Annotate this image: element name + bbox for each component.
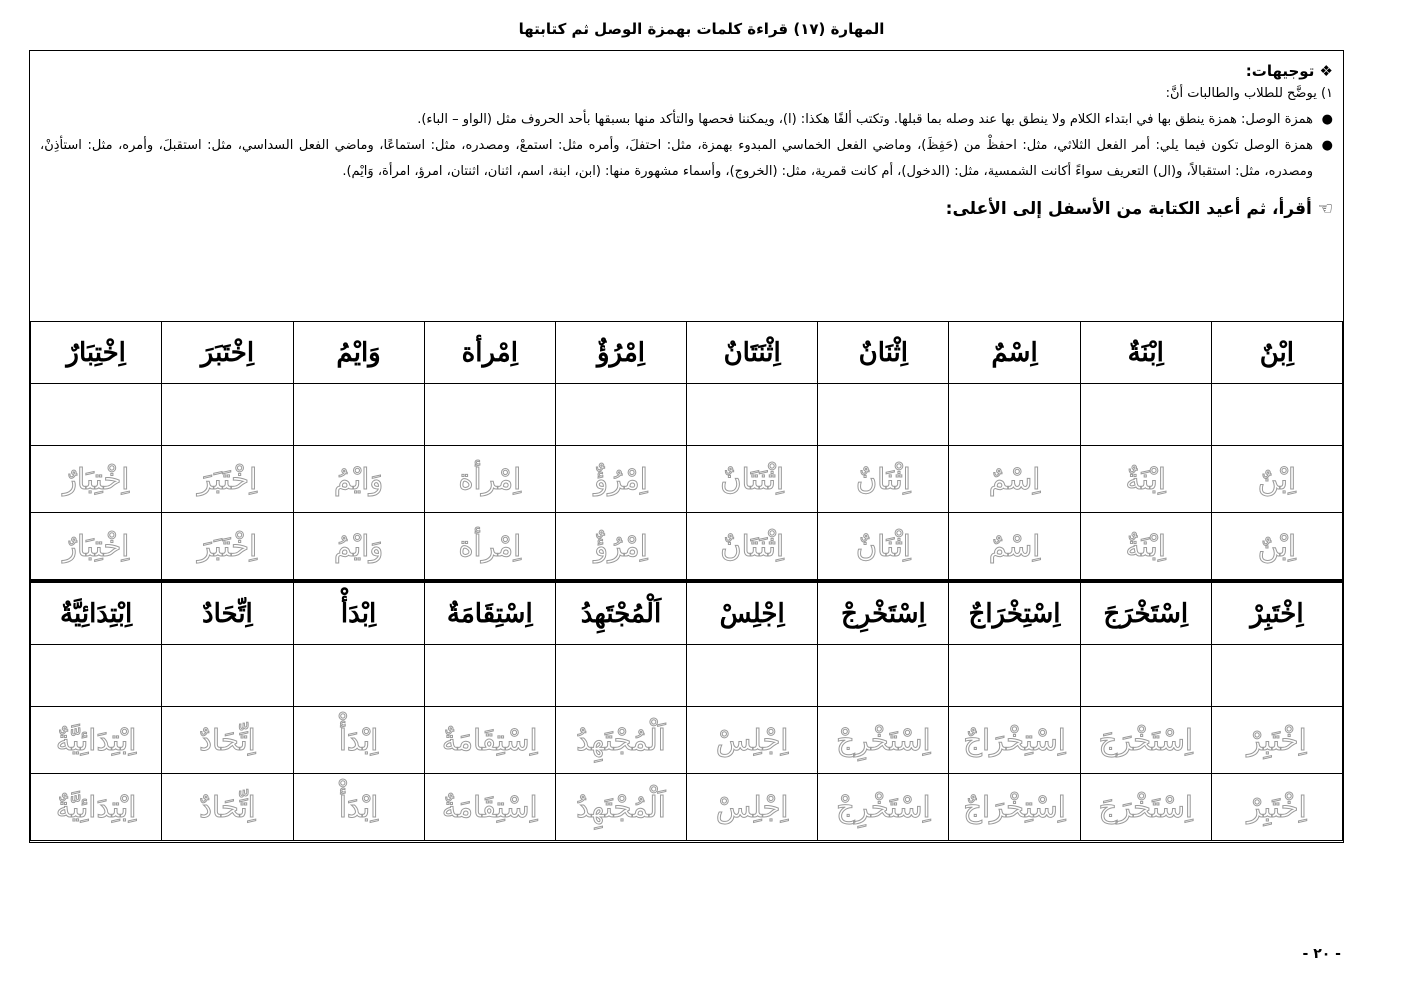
tracing-word: اِخْتَبِرْ	[1211, 774, 1342, 841]
model-word: اِمْرأة	[424, 322, 555, 384]
writing-cell[interactable]	[293, 645, 424, 707]
tracing-word: وَايْمُ	[293, 513, 424, 582]
writing-cell[interactable]	[1080, 384, 1211, 446]
tracing-word: اِخْتَبَرَ	[162, 446, 293, 513]
tracing-word: اِتِّحَادٌ	[162, 774, 293, 841]
tracing-word: اِثْنَانٌ	[818, 446, 949, 513]
exercise-instruction: ☜ أقرأ، ثم أعيد الكتابة من الأسفل إلى الأعلى:	[945, 199, 1333, 219]
writing-cell[interactable]	[687, 645, 818, 707]
word-row-group1	[31, 322, 1343, 384]
writing-cell[interactable]	[949, 384, 1080, 446]
model-word: اِبْنَةٌ	[1080, 322, 1211, 384]
writing-cell[interactable]	[162, 384, 293, 446]
writing-cell[interactable]	[1211, 645, 1342, 707]
trace-row-group2	[31, 707, 1343, 774]
bullet-dot-icon: ●	[1321, 112, 1333, 127]
model-word: اِبْتِدَائِيَّةٌ	[31, 581, 162, 645]
model-word: اِخْتَبَرَ	[162, 322, 293, 384]
writing-cell[interactable]	[31, 645, 162, 707]
model-word: اَلْمُجْتَهِدُ	[555, 581, 686, 645]
tracing-word: اِبْدَأْ	[293, 774, 424, 841]
writing-cell[interactable]	[424, 645, 555, 707]
tracing-word: اِسْتِخْرَاجٌ	[949, 774, 1080, 841]
tracing-word: اِتِّحَادٌ	[162, 707, 293, 774]
blank-row-group1	[31, 384, 1343, 446]
model-word: اِسْتِخْرَاجٌ	[949, 581, 1080, 645]
tracing-word: اِمْرأة	[424, 513, 555, 582]
guidance-bullet-text: همزة الوصل: همزة ينطق بها في ابتداء الكلام ولا ينطق بها عند وصله بما قبلها. وتكتب ألفًا هكذا: (ا)، ويمكننا فحصها والتأكد منها بسبقها بأحد الحروف مثل (الواو – الباء).	[417, 112, 1313, 127]
writing-cell[interactable]	[949, 645, 1080, 707]
tracing-word: اِبْدَأْ	[293, 707, 424, 774]
guidance-heading: ❖ توجيهات:	[1245, 62, 1333, 80]
writing-cell[interactable]	[31, 384, 162, 446]
page-number: - ٢٠ -	[1302, 946, 1341, 962]
tracing-word: اِسْمٌ	[949, 446, 1080, 513]
tracing-word: اِسْتَخْرِجْ	[818, 774, 949, 841]
model-word: اِتِّحَادٌ	[162, 581, 293, 645]
tracing-word: اَلْمُجْتَهِدُ	[555, 707, 686, 774]
tracing-word: اِمْرأة	[424, 446, 555, 513]
tracing-word: اِثْنَانٌ	[818, 513, 949, 582]
tracing-word: اِسْتِخْرَاجٌ	[949, 707, 1080, 774]
tracing-word: اِخْتَبِرْ	[1211, 707, 1342, 774]
writing-grid	[30, 321, 1343, 841]
tracing-word: اِبْتِدَائِيَّةٌ	[31, 774, 162, 841]
worksheet-frame	[29, 50, 1344, 843]
model-word: اِبْدَأْ	[293, 581, 424, 645]
guidance-bullet-2	[40, 133, 1333, 185]
tracing-word: اِبْنَةٌ	[1080, 513, 1211, 582]
tracing-word: اِمْرُؤٌ	[555, 513, 686, 582]
tracing-word: اِبْتِدَائِيَّةٌ	[31, 707, 162, 774]
model-word: اِبْنٌ	[1211, 322, 1342, 384]
blank-row-group2	[31, 645, 1343, 707]
tracing-word: اِسْتِقَامَةٌ	[424, 707, 555, 774]
writing-cell[interactable]	[555, 645, 686, 707]
model-word: وَايْمُ	[293, 322, 424, 384]
model-word: اِسْمٌ	[949, 322, 1080, 384]
model-word: اِجْلِسْ	[687, 581, 818, 645]
writing-cell[interactable]	[162, 645, 293, 707]
writing-cell[interactable]	[687, 384, 818, 446]
trace-row-group2	[31, 774, 1343, 841]
tracing-word: اِسْتَخْرَجَ	[1080, 774, 1211, 841]
tracing-word: اِخْتَبَرَ	[162, 513, 293, 582]
trace-row-group1	[31, 513, 1343, 582]
tracing-word: اِبْنَةٌ	[1080, 446, 1211, 513]
tracing-word: اِسْتَخْرِجْ	[818, 707, 949, 774]
tracing-word: اِخْتِبَارٌ	[31, 513, 162, 582]
tracing-word: اِجْلِسْ	[687, 774, 818, 841]
model-word: اِسْتِقَامَةٌ	[424, 581, 555, 645]
page-title: المهارة (١٧) قراءة كلمات بهمزة الوصل ثم كتابتها	[518, 20, 885, 38]
writing-cell[interactable]	[818, 645, 949, 707]
model-word: اِمْرُؤٌ	[555, 322, 686, 384]
tracing-word: اِمْرُؤٌ	[555, 446, 686, 513]
writing-cell[interactable]	[293, 384, 424, 446]
tracing-word: اِخْتِبَارٌ	[31, 446, 162, 513]
writing-cell[interactable]	[1080, 645, 1211, 707]
guidance-bullet-1	[40, 107, 1333, 133]
tracing-word: اِبْنٌ	[1211, 446, 1342, 513]
tracing-word: اِثْنَتَانٌ	[687, 513, 818, 582]
writing-cell[interactable]	[1211, 384, 1342, 446]
tracing-word: اِبْنٌ	[1211, 513, 1342, 582]
tracing-word: اِجْلِسْ	[687, 707, 818, 774]
writing-cell[interactable]	[818, 384, 949, 446]
model-word: اِخْتِبَارٌ	[31, 322, 162, 384]
writing-cell[interactable]	[555, 384, 686, 446]
word-row-group2	[31, 581, 1343, 645]
writing-cell[interactable]	[424, 384, 555, 446]
tracing-word: اِسْتَخْرَجَ	[1080, 707, 1211, 774]
tracing-word: اِسْمٌ	[949, 513, 1080, 582]
tracing-word: اِثْنَتَانٌ	[687, 446, 818, 513]
tracing-word: اَلْمُجْتَهِدُ	[555, 774, 686, 841]
trace-row-group1	[31, 446, 1343, 513]
model-word: اِثْنَانٌ	[818, 322, 949, 384]
model-word: اِخْتَبِرْ	[1211, 581, 1342, 645]
model-word: اِسْتَخْرَجَ	[1080, 581, 1211, 645]
tracing-word: اِسْتِقَامَةٌ	[424, 774, 555, 841]
model-word: اِثْنَتَانٌ	[687, 322, 818, 384]
guidance-section	[30, 51, 1343, 321]
bullet-dot-icon: ●	[1321, 138, 1333, 153]
model-word: اِسْتَخْرِجْ	[818, 581, 949, 645]
guidance-intro: ١) يوضَّح للطلاب والطالبات أنَّ:	[1165, 86, 1333, 101]
tracing-word: وَايْمُ	[293, 446, 424, 513]
guidance-bullet-text: همزة الوصل تكون فيما يلي: أمر الفعل الثلاثي، مثل: احفظْ من (حَفِظَ)، وماضي الفعل الخماسي المبدوء بهمزة، مثل: احتفلَ، وأمره مثل: استمعْ، ومصدره، مثل: استماعًا، وماضي الفعل السداسي، مثل: استقبلَ، وأمره، مثل: استأذِنْ، ومصدره، مثل: استقبالاً، و(ال) التعريف سواءً أكانت الشمسية، مثل: (الدخول)، أم كانت قمرية، مثل: (الخروج)، وأسماء مشهورة منها: (ابن، ابنة، اسم، اثنان، اثنتان، امرؤ، امرأة، وَايْم).	[40, 138, 1313, 179]
